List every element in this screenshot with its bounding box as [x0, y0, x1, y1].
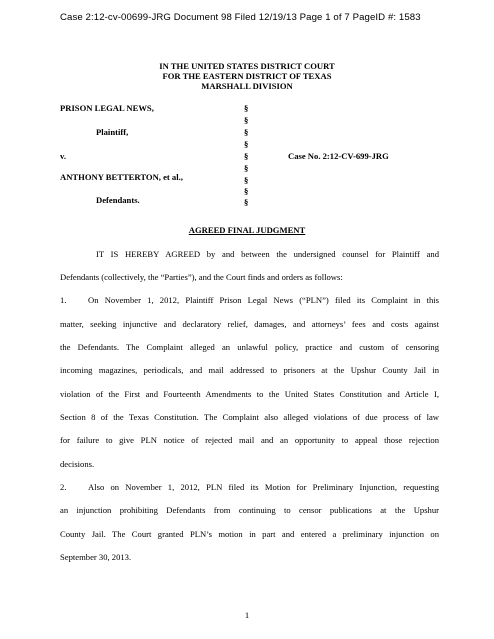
versus: v. — [60, 151, 66, 161]
section-mark: § — [244, 139, 249, 149]
paragraph-number: 1. — [60, 295, 67, 305]
document-title: AGREED FINAL JUDGMENT — [188, 225, 306, 235]
paragraph-number: 2. — [60, 482, 67, 492]
paragraph-line: On November 1, 2012, Plaintiff Prison Legal News (“PLN”) filed its Complaint in this — [88, 295, 439, 305]
section-mark: § — [244, 175, 249, 185]
paragraph-line: for failure to give PLN notice of rejected mail and an opportunity to appeal those rejection — [60, 435, 439, 445]
plaintiff-role: Plaintiff, — [96, 127, 129, 137]
plaintiff-name: PRISON LEGAL NEWS, — [60, 103, 154, 113]
court-name-line-1: IN THE UNITED STATES DISTRICT COURT — [159, 61, 335, 71]
paragraph-line: Also on November 1, 2012, PLN filed its Motion for Preliminary Injunction, requesting — [88, 482, 439, 492]
intro-line: IT IS HEREBY AGREED by and between the undersigned counsel for Plaintiff and — [96, 249, 439, 259]
filing-header-stamp: Case 2:12-cv-00699-JRG Document 98 Filed 12/19/13 Page 1 of 7 PageID #: 1583 — [60, 12, 421, 23]
court-name-line-3: MARSHALL DIVISION — [201, 81, 293, 91]
paragraph-line: violation of the First and Fourteenth Amendments to the United States Constitution and Article I, — [60, 389, 439, 399]
case-number: Case No. 2:12-CV-699-JRG — [288, 151, 389, 161]
section-mark: § — [244, 103, 249, 113]
paragraph-line: matter, seeking injunctive and declaratory relief, damages, and attorneys’ fees and costs against — [60, 319, 439, 329]
section-mark: § — [244, 115, 249, 125]
paragraph-line: Section 8 of the Texas Constitution. The Complaint also alleged violations of due process of law — [60, 412, 439, 422]
defendant-role: Defendants. — [96, 195, 140, 205]
paragraph-line: incoming magazines, periodicals, and mail addressed to prisoners at the Upshur County Jail in — [60, 365, 439, 375]
section-mark: § — [244, 127, 249, 137]
paragraph-line: September 30, 2013. — [60, 552, 132, 562]
paragraph-line: decisions. — [60, 459, 95, 469]
page-number: 1 — [244, 610, 250, 620]
paragraph-line: the Defendants. The Complaint alleged an unlawful policy, practice and custom of censoring — [60, 342, 439, 352]
section-mark: § — [244, 151, 249, 161]
section-mark: § — [244, 186, 249, 196]
court-name-line-2: FOR THE EASTERN DISTRICT OF TEXAS — [162, 71, 332, 81]
paragraph-line: an injunction prohibiting Defendants from continuing to censor publications at the Upshur — [60, 505, 439, 515]
intro-line: Defendants (collectively, the “Parties”), and the Court finds and orders as follows: — [60, 272, 343, 282]
section-mark: § — [244, 197, 249, 207]
paragraph-line: County Jail. The Court granted PLN’s motion in part and entered a preliminary injunction on — [60, 529, 439, 539]
defendant-name: ANTHONY BETTERTON, et al., — [60, 172, 183, 182]
section-mark: § — [244, 163, 249, 173]
